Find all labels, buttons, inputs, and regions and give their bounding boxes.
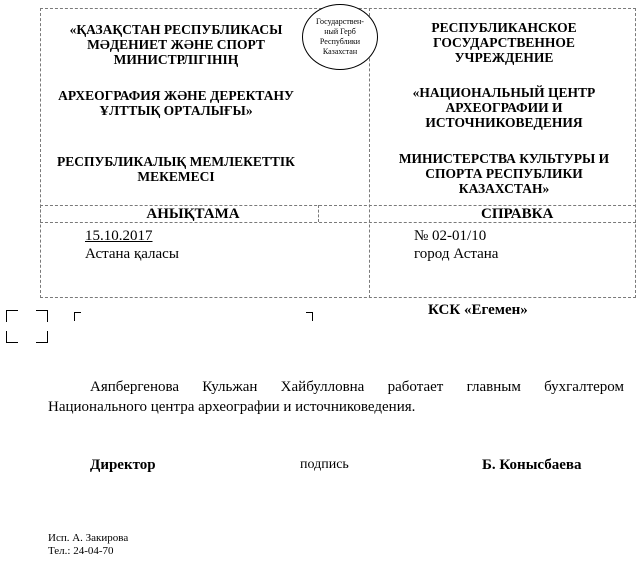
signatory-name: Б. Конысбаева <box>482 457 582 473</box>
document-number: № 02-01/10 <box>414 228 487 244</box>
addressee-corner-mark <box>74 312 81 321</box>
addressee-corner-mark <box>306 312 313 321</box>
signature-position: Директор <box>90 457 156 473</box>
header-left-institution: РЕСПУБЛИКАЛЫҚ МЕМЛЕКЕТТІК МЕКЕМЕСІ <box>57 154 295 184</box>
executor: Исп. А. Закирова <box>48 532 129 544</box>
address-corner-mark <box>6 310 18 322</box>
address-corner-mark <box>36 331 48 343</box>
city-kz: Астана қаласы <box>85 246 179 262</box>
header-left-ministry: «ҚАЗАҚСТАН РЕСПУБЛИКАСЫ МӘДЕНИЕТ ЖӘНЕ СПОРТ МИНИСТРЛІГІНІҢ <box>69 22 283 67</box>
recipient: КСК «Егемен» <box>428 302 528 318</box>
header-right-institution: РЕСПУБЛИКАНСКОЕ ГОСУДАРСТВЕННОЕ УЧРЕЖДЕНИЕ <box>431 20 577 65</box>
header-left-center: АРХЕОГРАФИЯ ЖӘНЕ ДЕРЕКТАНУ ҰЛТТЫҚ ОРТАЛЫҒЫ» <box>58 88 294 118</box>
address-corner-mark <box>36 310 48 322</box>
header-right-ministry: МИНИСТЕРСТВА КУЛЬТУРЫ И СПОРТА РЕСПУБЛИКИ КАЗАХСТАН» <box>398 151 610 196</box>
state-emblem-placeholder: Государствен- ный Герб Республики Казахстан <box>302 4 378 70</box>
signature-placeholder: подпись <box>300 457 349 472</box>
city-ru: город Астана <box>414 246 499 262</box>
header-right-center: «НАЦИОНАЛЬНЫЙ ЦЕНТР АРХЕОГРАФИИ И ИСТОЧНИКОВЕДЕНИЯ <box>412 85 596 130</box>
address-corner-mark <box>6 331 18 343</box>
document-title-kz: АНЫҚТАМА <box>146 206 240 222</box>
document-date: 15.10.2017 <box>85 228 153 244</box>
document-title-ru: СПРАВКА <box>481 206 554 222</box>
executor-phone: Тел.: 24-04-70 <box>48 545 114 557</box>
body-paragraph: Аяпбергенова Кульжан Хайбулловна работает главным бухгалтером Национального центра археографии и источниковедения. <box>48 379 624 415</box>
